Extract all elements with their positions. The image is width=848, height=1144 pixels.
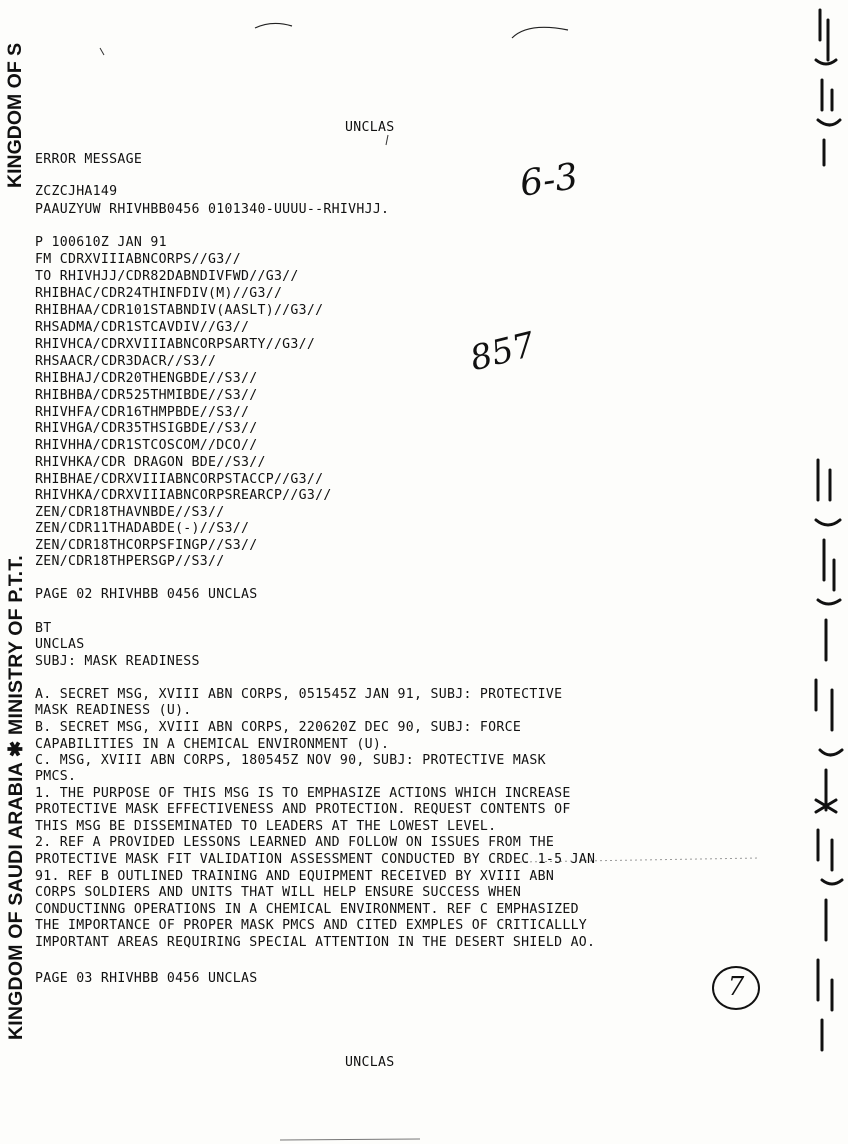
message-line: RHIVHGA/CDR35THSIGBDE//S3//	[35, 421, 258, 436]
reference-line: C. MSG, XVIII ABN CORPS, 180545Z NOV 90, SUBJ: PROTECTIVE MASK	[35, 753, 546, 768]
message-line: RHSADMA/CDR1STCAVDIV//G3//	[35, 320, 250, 335]
message-line: RHIBHBA/CDR525THMIBDE//S3//	[35, 388, 258, 403]
page-marker: PAGE 02 RHIVHBB 0456 UNCLAS	[35, 587, 258, 602]
message-line: PAAUZYUW RHIVHBB0456 0101340-UUUU--RHIVHJJ.	[35, 202, 390, 217]
message-line: BT	[35, 621, 52, 636]
message-line: RHIVHKA/CDRXVIIIABNCORPSREARCP//G3//	[35, 488, 332, 503]
classification-header: UNCLAS	[345, 120, 395, 135]
reference-line: A. SECRET MSG, XVIII ABN CORPS, 051545Z JAN 91, SUBJ: PROTECTIVE	[35, 687, 563, 702]
circled-page-number: 7	[712, 966, 760, 1010]
message-line: RHSAACR/CDR3DACR//S3//	[35, 354, 217, 369]
message-line: P 100610Z JAN 91	[35, 235, 167, 250]
reference-line: CAPABILITIES IN A CHEMICAL ENVIRONMENT (U).	[35, 737, 390, 752]
handwritten-annotation: 857	[466, 324, 539, 380]
message-line: RHIBHAJ/CDR20THENGBDE//S3//	[35, 371, 258, 386]
body-line: CORPS SOLDIERS AND UNITS THAT WILL HELP ENSURE SUCCESS WHEN	[35, 885, 522, 900]
subject-line: SUBJ: MASK READINESS	[35, 654, 200, 669]
message-line: ZCZCJHA149	[35, 184, 118, 199]
message-line: ZEN/CDR11THADABDE(-)//S3//	[35, 521, 250, 536]
reference-line: B. SECRET MSG, XVIII ABN CORPS, 220620Z DEC 90, SUBJ: FORCE	[35, 720, 522, 735]
message-line: ZEN/CDR18THPERSGP//S3//	[35, 554, 225, 569]
body-line: 2. REF A PROVIDED LESSONS LEARNED AND FOLLOW ON ISSUES FROM THE	[35, 835, 555, 850]
message-line: RHIVHFA/CDR16THMPBDE//S3//	[35, 405, 250, 420]
message-line: FM CDRXVIIIABNCORPS//G3//	[35, 252, 241, 267]
body-line: IMPORTANT AREAS REQUIRING SPECIAL ATTENTION IN THE DESERT SHIELD AO.	[35, 935, 596, 950]
message-line: RHIBHAE/CDRXVIIIABNCORPSTACCP//G3//	[35, 472, 324, 487]
reference-line: MASK READINESS (U).	[35, 703, 192, 718]
kingdom-of-saudi-arabia-stamp: KINGDOM OF SAUDI ARABIA ✱ MINISTRY OF P.T.T.	[5, 555, 27, 1040]
error-message-line: ERROR MESSAGE	[35, 152, 143, 167]
handwritten-annotation: 6-3	[517, 156, 581, 205]
body-line: CONDUCTINNG OPERATIONS IN A CHEMICAL ENVIRONMENT. REF C EMPHASIZED	[35, 902, 579, 917]
message-line: RHIVHCA/CDRXVIIIABNCORPSARTY//G3//	[35, 337, 316, 352]
message-line: UNCLAS	[35, 637, 85, 652]
reference-line: PMCS.	[35, 769, 77, 784]
message-line: RHIVHKA/CDR DRAGON BDE//S3//	[35, 455, 266, 470]
body-line: PROTECTIVE MASK EFFECTIVENESS AND PROTECTION. REQUEST CONTENTS OF	[35, 802, 571, 817]
message-line: ZEN/CDR18THCORPSFINGP//S3//	[35, 538, 258, 553]
message-line: ZEN/CDR18THAVNBDE//S3//	[35, 505, 225, 520]
message-line: RHIVHHA/CDR1STCOSCOM//DCO//	[35, 438, 258, 453]
classification-footer: UNCLAS	[345, 1055, 395, 1070]
message-line: RHIBHAC/CDR24THINFDIV(M)//G3//	[35, 286, 283, 301]
body-line: THE IMPORTANCE OF PROPER MASK PMCS AND CITED EXMPLES OF CRITICALLLY	[35, 918, 588, 933]
message-line: RHIBHAA/CDR101STABNDIV(AASLT)//G3//	[35, 303, 324, 318]
message-line: TO RHIVHJJ/CDR82DABNDIVFWD//G3//	[35, 269, 299, 284]
body-line: PROTECTIVE MASK FIT VALIDATION ASSESSMENT CONDUCTED BY CRDEC 1-5 JAN	[35, 852, 596, 867]
page-marker: PAGE 03 RHIVHBB 0456 UNCLAS	[35, 971, 258, 986]
body-line: 91. REF B OUTLINED TRAINING AND EQUIPMENT RECEIVED BY XVIII ABN	[35, 869, 555, 884]
body-line: 1. THE PURPOSE OF THIS MSG IS TO EMPHASIZE ACTIONS WHICH INCREASE	[35, 786, 571, 801]
arabic-stamp-right	[798, 0, 848, 1144]
body-line: THIS MSG BE DISSEMINATED TO LEADERS AT THE LOWEST LEVEL.	[35, 819, 497, 834]
kingdom-of-stamp-top: KINGDOM OF S	[4, 42, 26, 188]
